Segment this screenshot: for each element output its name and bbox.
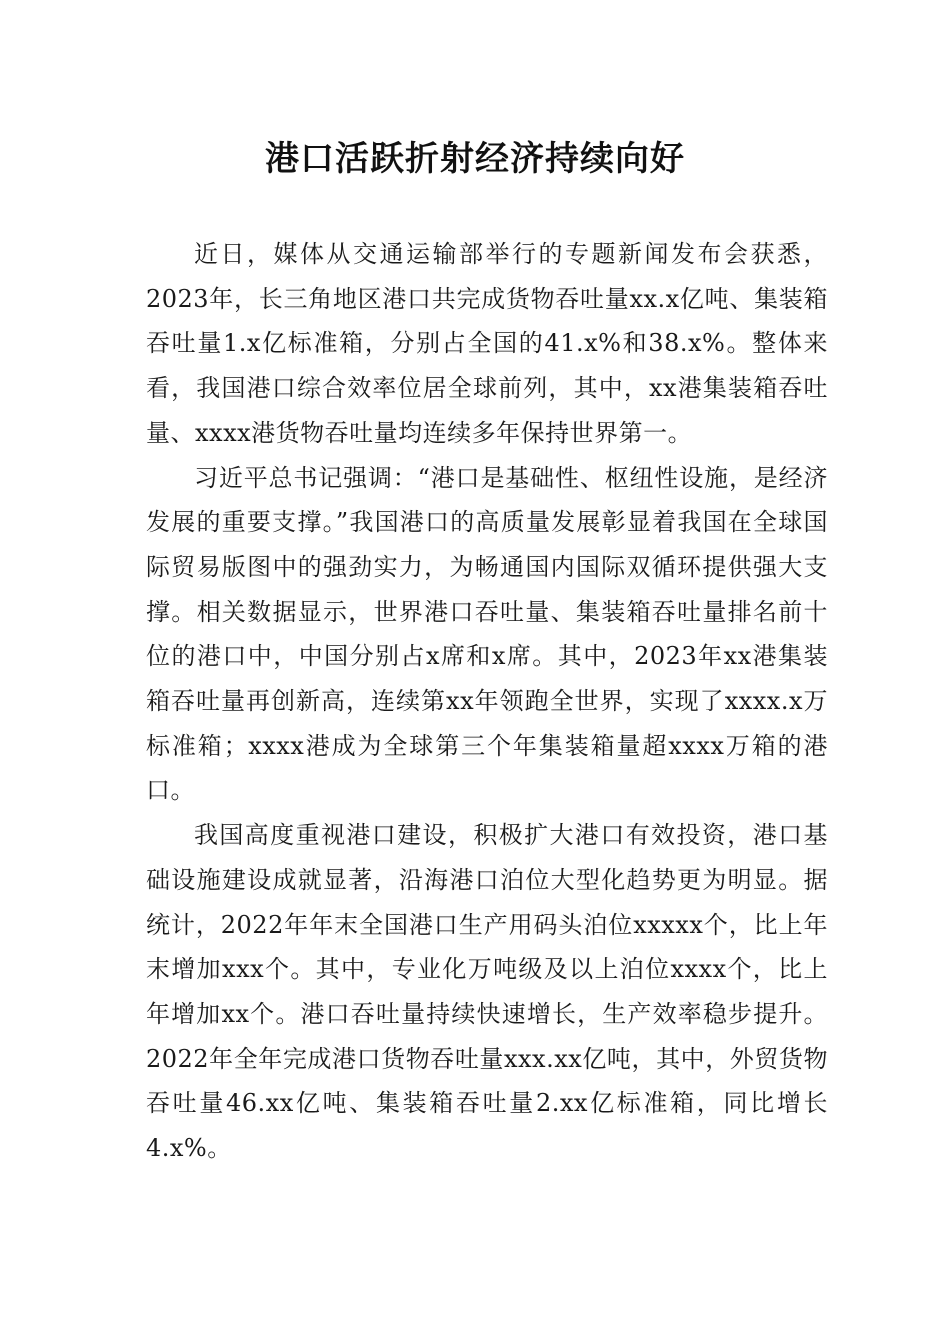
paragraph-3: 我国高度重视港口建设，积极扩大港口有效投资，港口基础设施建设成就显著，沿海港口泊位大型化趋势更为明显。据统计，2022年年末全国港口生产用码头泊位xxxxx个，比上年末增加xxx个。其中，专业化万吨级及以上泊位xxxx个，比上年增加xx个。港口吞吐量持续快速增长，生产效率稳步提升。2022年全年完成港口货物吞吐量xxx.xx亿吨，其中，外贸货物吞吐量46.xx亿吨、集装箱吞吐量2.xx亿标准箱，同比增长4.x%。 xyxy=(146,821,828,1163)
paragraph-2: 习近平总书记强调：“港口是基础性、枢纽性设施，是经济发展的重要支撑。”我国港口的高质量发展彰显着我国在全球国际贸易版图中的强劲实力，为畅通国内国际双循环提供强大支撑。相关数据显示，世界港口吞吐量、集装箱吞吐量排名前十位的港口中，中国分别占x席和x席。其中，2023年xx港集装箱吞吐量再创新高，连续第xx年领跑全世界，实现了xxxx.x万标准箱；xxxx港成为全球第三个年集装箱量超xxxx万箱的港口。 xyxy=(146,463,828,805)
paragraph-1: 近日，媒体从交通运输部举行的专题新闻发布会获悉，2023年，长三角地区港口共完成货物吞吐量xx.x亿吨、集装箱吞吐量1.x亿标准箱，分别占全国的41.x%和38.x%。整体来看，我国港口综合效率位居全球前列，其中，xx港集装箱吞吐量、xxxx港货物吞吐量均连续多年保持世界第一。 xyxy=(146,240,828,447)
document-title: 港口活跃折射经济持续向好 xyxy=(265,139,685,179)
document-body xyxy=(146,232,828,1171)
